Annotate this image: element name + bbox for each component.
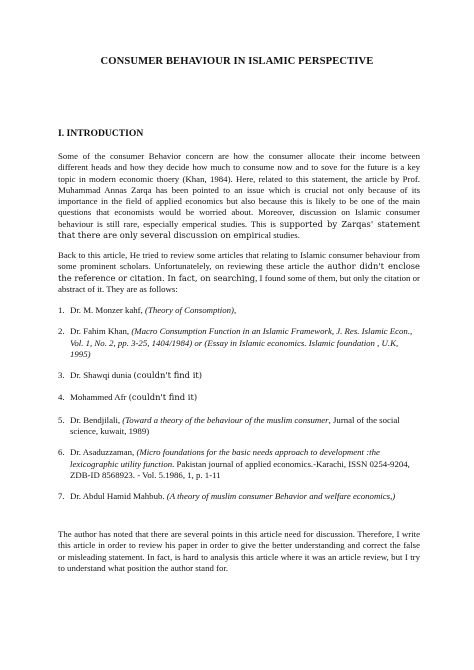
reference-title: (Toward a theory of the behaviour of the muslim consumer: [122, 414, 329, 425]
reference-item: [58, 326, 420, 360]
reference-body: [70, 392, 420, 403]
reference-author: Dr. M. Monzer kahf,: [70, 305, 146, 315]
reference-body: [70, 415, 420, 438]
reference-item: [58, 491, 420, 502]
reference-number: 7.: [58, 491, 65, 502]
reference-item: [58, 392, 420, 403]
reference-body: [70, 326, 420, 360]
reference-body: [70, 305, 420, 316]
reference-number: 6.: [58, 447, 65, 458]
paragraph-review-tail: , I found some of them, but only the citation or abstract of it. They are as follows:: [58, 272, 420, 294]
handwritten-note: supported by Zarqas' statement that there are only several discussion on empir: [58, 218, 420, 241]
reference-number: 5.: [58, 414, 65, 425]
paragraph-discussion: The author has noted that there are several points in this article need for discussion. Therefore, I write this article in order to review his paper in order to give the better understanding and correct the false or misleading statement. In fact, is hard to analysis this article where it was an article review, but I try to understand what position the author stand for.: [58, 529, 420, 573]
reference-body: [70, 447, 420, 481]
reference-number: 1.: [58, 305, 65, 315]
reference-item: [58, 370, 420, 381]
reference-item: [58, 447, 420, 481]
paragraph-intro-text: Some of the consumer Behavior concern are how the consumer allocate their income between different heads and how they decide how much to consume now and to sove for the future is a key topic in modern economic thoery (Khan, 1984). Here, related to this statement, the article by Prof. Muhammad Annas Zarqa has been pointed to an issue which is crucial not only because of its importance in the field of applied economics but also because this is likely to be one of the main questions that economists would be worried about. Moreover, discussion on Islamic consumer behaviour is still rare, especially emperical studies. This is: [58, 151, 420, 229]
reference-item: [58, 305, 420, 316]
reference-item: [58, 415, 420, 438]
reference-author: Mohammed Afr: [70, 392, 129, 403]
handwritten-note: (couldn't find it): [133, 370, 203, 381]
reference-number: 3.: [58, 370, 65, 381]
reference-author: Dr. Bendjilali,: [70, 414, 123, 425]
reference-source: . Pakistan journal of applied economics.-Karachi, ISSN 0254-9204, ZDB-ID 8568923. - Vol. 5.1986, 1, p. 1-11: [70, 458, 410, 480]
paragraph-review-text: Back to this article, He tried to review some articles that relating to Islamic consumer behaviour from some prominent scholars. Unfortunatelely, on reviewing these article the: [58, 250, 420, 272]
section-heading: I. INTRODUCTION: [58, 128, 144, 139]
reference-title: (Macro Consumption Function in an Islamic Framework, J. Res. Islamic Econ., Vol. 1, No. 2, pp. 3-25, 1404/1984) or (Essay in Islamic economics. Islamic foundation , U.K, 1995): [70, 326, 413, 359]
handwritten-note: (couldn't find it): [128, 392, 198, 403]
reference-title: (Theory of Consomption),: [145, 305, 237, 315]
reference-body: [70, 491, 420, 502]
paragraph-intro: [58, 151, 420, 241]
paragraph-intro-tail: ical studies.: [258, 230, 300, 241]
document-title: CONSUMER BEHAVIOUR IN ISLAMIC PERSPECTIVE: [100, 56, 374, 67]
reference-title: (A theory of muslim consumer Behavior and welfare economics,): [166, 491, 396, 502]
reference-body: [70, 370, 420, 381]
reference-number: 4.: [58, 392, 65, 403]
reference-title: (Micro foundations for the basic needs approach to development :the lexicographic utility function: [70, 447, 380, 469]
reference-list: [58, 305, 420, 512]
handwritten-note: author didn't enclose the reference or citation. In fact, on searching: [58, 261, 420, 283]
reference-author: Dr. Abdul Hamid Mahbub.: [70, 491, 167, 502]
paragraph-review: [58, 250, 420, 295]
reference-author: Dr. Asaduzzaman,: [70, 447, 137, 458]
reference-author: Dr. Shawqi dunia: [70, 370, 134, 381]
reference-number: 2.: [58, 326, 65, 337]
reference-author: Dr. Fahim Khan,: [70, 326, 132, 337]
reference-source: , Jurnal of the social science, kuwait, 1989): [70, 414, 400, 437]
